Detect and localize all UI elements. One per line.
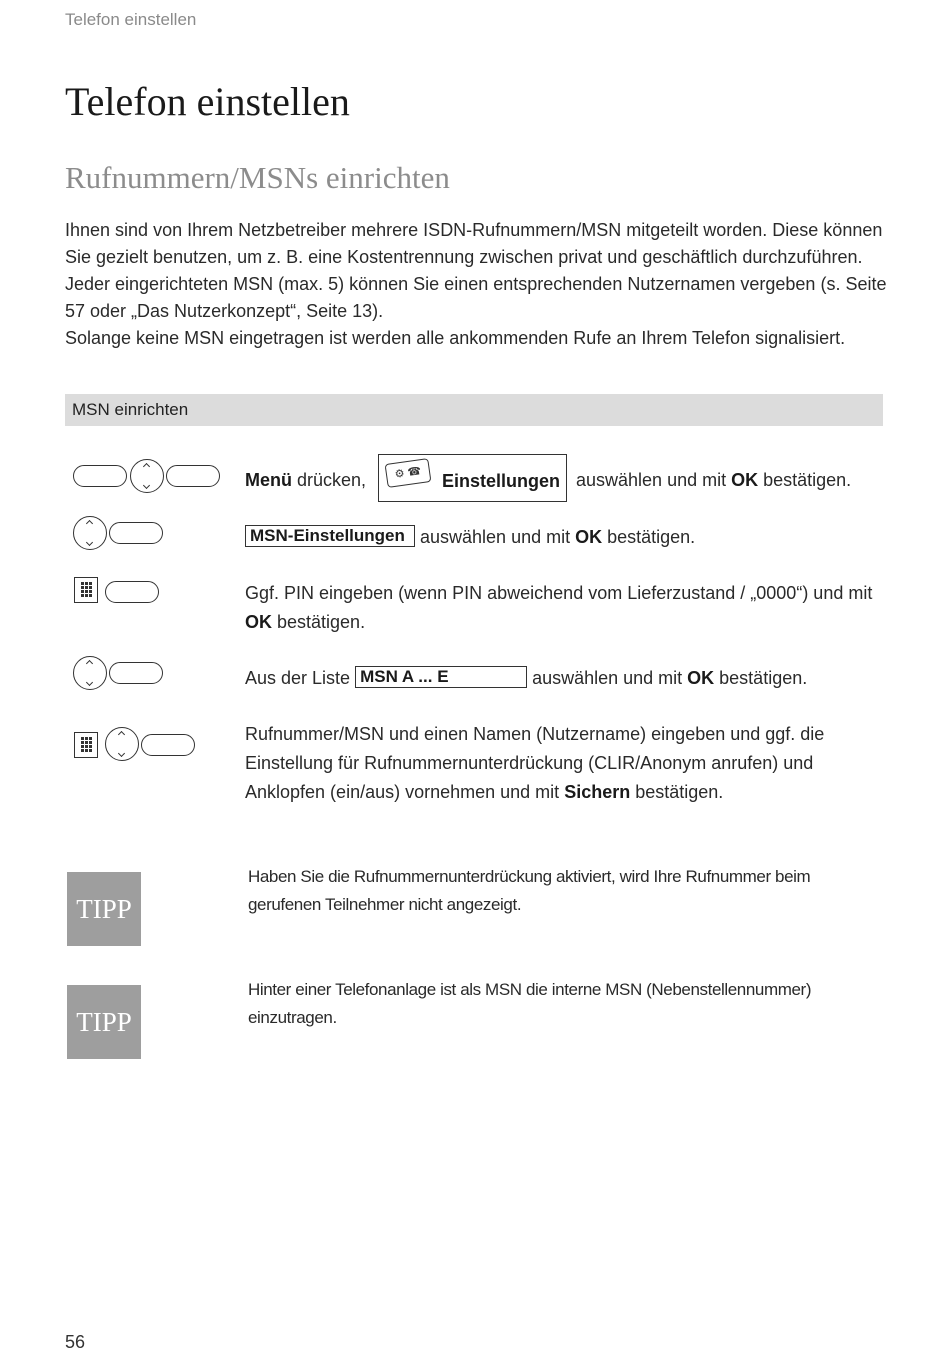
step-text-part: bestätigen. (272, 612, 366, 632)
softkey-icon (109, 662, 163, 684)
step-text-part: drücken, (292, 470, 367, 490)
ok-label: OK (687, 668, 715, 688)
navigation-key-icon (73, 656, 107, 690)
softkey-icon (105, 581, 159, 603)
section-title: Rufnummern/MSNs einrichten (65, 160, 450, 195)
softkey-icon (141, 734, 195, 756)
step-text-part: auswählen und mit (415, 527, 576, 547)
step-2-text (245, 523, 885, 552)
running-head: Telefon einstellen (65, 10, 197, 29)
ok-label: OK (575, 527, 603, 547)
settings-display (378, 454, 567, 502)
navigation-key-icon (73, 516, 107, 550)
softkey-icon (109, 522, 163, 544)
tip-badge: TIPP (67, 985, 141, 1059)
step-text-part: bestätigen. (714, 668, 808, 688)
keypad-grid (75, 733, 97, 757)
navigation-key-icon (130, 459, 164, 493)
tip-badge: TIPP (67, 872, 141, 946)
step-text-part: auswählen und mit (527, 668, 688, 688)
step-text-part: Ggf. PIN eingeben (wenn PIN abweichend vom Lieferzustand / „0000“) und mit (245, 583, 873, 603)
navigation-key-icon (105, 727, 139, 761)
keypad-grid (75, 578, 97, 602)
step-text-part: bestätigen. (630, 782, 724, 802)
step-text-part: auswählen und mit (576, 470, 732, 490)
save-label: Sichern (564, 782, 631, 802)
step-5-text (245, 720, 885, 807)
ok-label: OK (731, 470, 759, 490)
step-3-text (245, 579, 885, 637)
display-label: Einstellungen (442, 471, 561, 491)
settings-menu-icon: ⚙ ☎ (385, 458, 432, 488)
step-3-keys (73, 575, 173, 609)
tip-text: Hinter einer Telefonanlage ist als MSN die interne MSN (Nebenstellennummer) einzutragen. (248, 980, 812, 1027)
step-4-keys (73, 656, 173, 690)
keypad-icon (74, 732, 98, 758)
step-text-part: Aus der Liste (245, 668, 356, 688)
step-2-keys (73, 516, 173, 550)
msn-settings-display: MSN-Einstellungen (245, 525, 415, 547)
intro-text (65, 217, 887, 352)
step-5-keys (73, 727, 203, 761)
step-1-text-end (576, 466, 886, 495)
step-text-part: bestätigen. (602, 527, 696, 547)
step-text-part: Rufnummer/MSN und einen Namen (Nutzername) eingeben und ggf. die Einstellung für Rufnummernunterdrückung (CLIR/Anonym anrufen) und Anklopfen (ein/aus) vornehmen und mit (245, 724, 825, 802)
step-text-part: bestätigen. (758, 470, 852, 490)
procedure-header (65, 394, 883, 426)
page-number: 56 (65, 1332, 86, 1352)
page-title: Telefon einstellen (65, 79, 350, 124)
procedure-title: MSN einrichten (72, 400, 189, 419)
right-softkey-icon (166, 465, 220, 487)
tip-text: Haben Sie die Rufnummernunterdrückung aktiviert, wird Ihre Rufnummer beim gerufenen Teilnehmer nicht angezeigt. (248, 867, 811, 914)
left-softkey-icon (73, 465, 127, 487)
keypad-icon (74, 577, 98, 603)
menu-key-label: Menü (245, 470, 292, 490)
msn-list-display: MSN A ... E (355, 666, 527, 688)
intro-paragraph: Solange keine MSN eingetragen ist werden alle ankommenden Rufe an Ihrem Telefon signalisiert. (65, 328, 846, 348)
step-4-text (245, 664, 885, 693)
step-1-keys (73, 459, 223, 493)
ok-label: OK (245, 612, 272, 632)
intro-paragraph: Ihnen sind von Ihrem Netzbetreiber mehrere ISDN-Rufnummern/MSN mitgeteilt worden. Diese können Sie gezielt benutzen, um z. B. eine Kostentrennung zwischen privat und geschäftlich durchzuführen. Jeder eingerichteten MSN (max. 5) können Sie einen entsprechenden Nutzernamen vergeben (s. Seite 57 oder „Das Nutzerkonzept“, Seite 13). (65, 220, 887, 321)
